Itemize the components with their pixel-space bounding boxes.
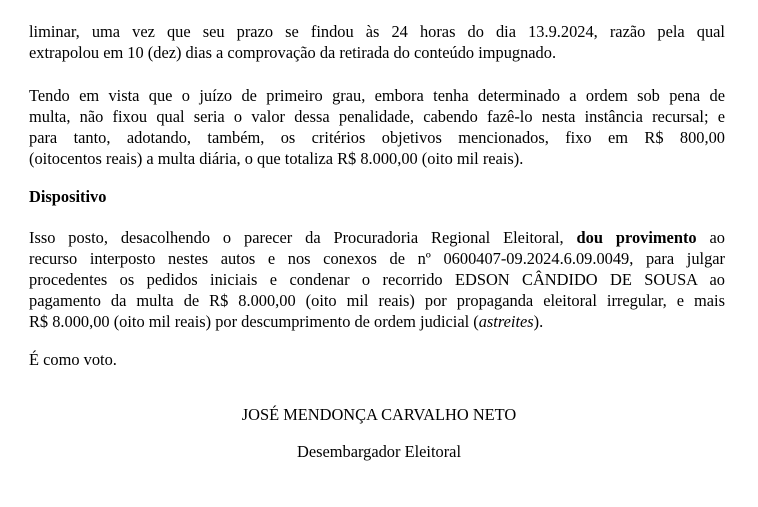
text-line: procedentes os pedidos iniciais e condenar o recorrido EDSON CÂNDIDO DE SOUSA ao	[29, 270, 725, 289]
text-line	[29, 311, 725, 332]
section-heading: Dispositivo	[29, 187, 107, 206]
text-segment: ).	[533, 312, 544, 331]
text-line: Tendo em vista que o juízo de primeiro grau, embora tenha determinado a ordem sob pena de	[29, 86, 725, 105]
signature-title: Desembargador Eleitoral	[297, 442, 461, 461]
text-segment: ao	[709, 228, 725, 247]
text-line: para tanto, adotando, também, os critérios objetivos mencionados, fixo em R$ 800,00	[29, 128, 725, 147]
text-line: extrapolou em 10 (dez) dias a comprovação da retirada do conteúdo impugnado.	[29, 43, 557, 62]
closing-statement: É como voto.	[29, 350, 117, 369]
text-segment: Isso posto, desacolhendo o parecer da Procuradoria Regional Eleitoral,	[29, 228, 564, 247]
paragraph-dispositivo	[29, 227, 725, 332]
text-line	[29, 227, 725, 248]
text-line: (oitocentos reais) a multa diária, o que totaliza R$ 8.000,00 (oito mil reais).	[29, 149, 524, 168]
paragraph-liminar	[29, 21, 725, 63]
text-segment: R$ 8.000,00 (oito mil reais) por descumprimento de ordem judicial (	[29, 312, 479, 331]
italic-text: astreites	[478, 312, 534, 331]
text-line: recurso interposto nestes autos e nos conexos de nº 0600407-09.2024.6.09.0049, para julgar	[29, 249, 725, 268]
bold-text: dou provimento	[576, 228, 697, 247]
text-line: pagamento da multa de R$ 8.000,00 (oito mil reais) por propaganda eleitoral irregular, e mais	[29, 291, 725, 310]
text-line: multa, não fixou qual seria o valor dessa penalidade, cabendo fazê-lo nesta instância recursal; e	[29, 107, 725, 126]
text-line: liminar, uma vez que seu prazo se findou às 24 horas do dia 13.9.2024, razão pela qual	[29, 22, 725, 41]
signature-name: JOSÉ MENDONÇA CARVALHO NETO	[241, 405, 517, 424]
paragraph-multa	[29, 85, 725, 169]
